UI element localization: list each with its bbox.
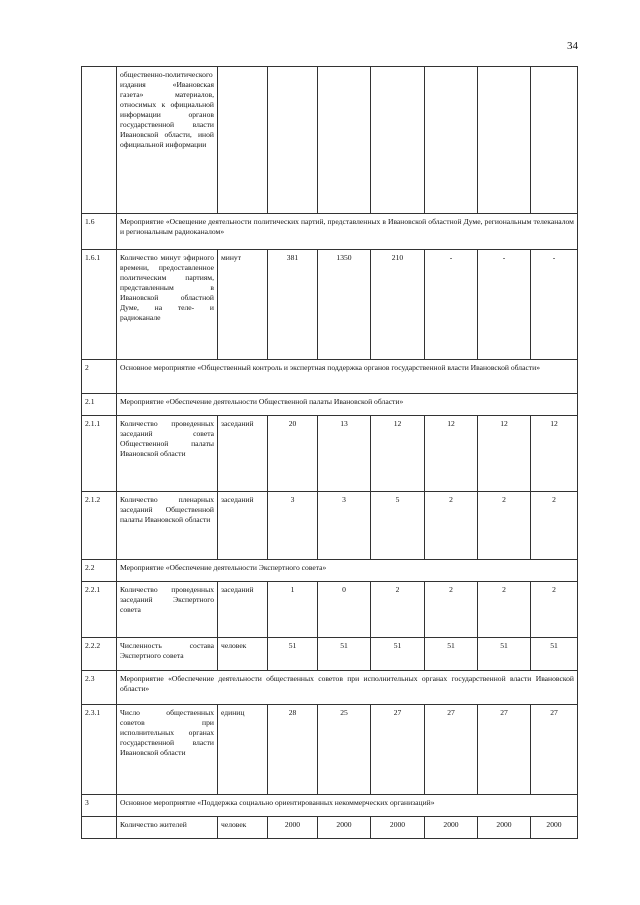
table-row: [82, 67, 578, 214]
value-cell: -: [425, 250, 478, 360]
indicator-name: общественно-политического издания «Ивановская газета» материалов, относимых к официальной информации органов государственной власти Ивановской области, иной официальной информации: [117, 67, 218, 214]
row-number: 2.1: [82, 394, 117, 416]
row-number: 2.2.1: [82, 582, 117, 638]
value-cell: 51: [318, 638, 371, 671]
value-cell: 2000: [425, 817, 478, 839]
value-cell: 2: [531, 492, 578, 560]
value-cell: 28: [268, 705, 318, 795]
value-cell: [318, 67, 371, 214]
value-cell: 2: [425, 582, 478, 638]
value-cell: [371, 67, 425, 214]
value-cell: 1350: [318, 250, 371, 360]
value-cell: 3: [318, 492, 371, 560]
unit-cell: заседаний: [218, 416, 268, 492]
indicator-name: Количество жителей: [117, 817, 218, 839]
indicator-name: Количество минут эфирного времени, предоставленное политическим партиям, представленным в Ивановской областной Думе, на теле- и радиоканале: [117, 250, 218, 360]
value-cell: [531, 67, 578, 214]
value-cell: 13: [318, 416, 371, 492]
unit-cell: единиц: [218, 705, 268, 795]
table-row: [82, 416, 578, 492]
value-cell: 12: [425, 416, 478, 492]
value-cell: 27: [531, 705, 578, 795]
indicator-name: Численность состава Экспертного совета: [117, 638, 218, 671]
table-row: [82, 705, 578, 795]
value-cell: -: [478, 250, 531, 360]
table-row: [82, 638, 578, 671]
event-text: Мероприятие «Обеспечение деятельности Общественной палаты Ивановской области»: [117, 394, 578, 416]
unit-cell: [218, 67, 268, 214]
table-row: [82, 671, 578, 705]
row-number: 1.6.1: [82, 250, 117, 360]
value-cell: 20: [268, 416, 318, 492]
event-text: Основное мероприятие «Общественный контроль и экспертная поддержка органов государственной власти Ивановской области»: [117, 360, 578, 394]
unit-cell: заседаний: [218, 582, 268, 638]
value-cell: [478, 67, 531, 214]
unit-cell: человек: [218, 638, 268, 671]
row-number: [82, 67, 117, 214]
event-text: Основное мероприятие «Поддержка социально ориентированных некоммерческих организаций»: [117, 795, 578, 817]
value-cell: 2: [531, 582, 578, 638]
value-cell: 27: [478, 705, 531, 795]
value-cell: 2: [478, 582, 531, 638]
row-number: 2.2.2: [82, 638, 117, 671]
event-text: Мероприятие «Обеспечение деятельности Экспертного совета»: [117, 560, 578, 582]
indicator-name: Количество пленарных заседаний Общественной палаты Ивановской области: [117, 492, 218, 560]
value-cell: 2000: [268, 817, 318, 839]
value-cell: 51: [478, 638, 531, 671]
value-cell: 27: [371, 705, 425, 795]
value-cell: 0: [318, 582, 371, 638]
row-number: 1.6: [82, 214, 117, 250]
row-number: [82, 817, 117, 839]
indicators-table: [81, 66, 578, 839]
value-cell: 381: [268, 250, 318, 360]
value-cell: 51: [425, 638, 478, 671]
page-number: 34: [567, 40, 578, 52]
event-text: Мероприятие «Освещение деятельности политических партий, представленных в Ивановской областной Думе, региональным телеканалом и региональным радиоканалом»: [117, 214, 578, 250]
value-cell: 51: [371, 638, 425, 671]
value-cell: -: [531, 250, 578, 360]
value-cell: 2: [478, 492, 531, 560]
unit-cell: человек: [218, 817, 268, 839]
value-cell: 2000: [371, 817, 425, 839]
table-row: [82, 795, 578, 817]
indicator-name: Количество проведенных заседаний Экспертного совета: [117, 582, 218, 638]
row-number: 3: [82, 795, 117, 817]
value-cell: 3: [268, 492, 318, 560]
value-cell: 51: [531, 638, 578, 671]
value-cell: 210: [371, 250, 425, 360]
unit-cell: заседаний: [218, 492, 268, 560]
value-cell: 2000: [531, 817, 578, 839]
row-number: 2.3.1: [82, 705, 117, 795]
table-row: [82, 492, 578, 560]
table-row: [82, 560, 578, 582]
table-row: [82, 582, 578, 638]
value-cell: 5: [371, 492, 425, 560]
value-cell: 27: [425, 705, 478, 795]
value-cell: 12: [371, 416, 425, 492]
value-cell: [268, 67, 318, 214]
row-number: 2: [82, 360, 117, 394]
indicator-name: Количество проведенных заседаний совета Общественной палаты Ивановской области: [117, 416, 218, 492]
table-row: [82, 360, 578, 394]
row-number: 2.1.2: [82, 492, 117, 560]
indicator-name: Число общественных советов при исполнительных органах государственной власти Ивановской области: [117, 705, 218, 795]
row-number: 2.3: [82, 671, 117, 705]
value-cell: [425, 67, 478, 214]
value-cell: 51: [268, 638, 318, 671]
table-row: [82, 394, 578, 416]
value-cell: 2: [371, 582, 425, 638]
value-cell: 12: [531, 416, 578, 492]
table-row: [82, 250, 578, 360]
value-cell: 2: [425, 492, 478, 560]
unit-cell: минут: [218, 250, 268, 360]
value-cell: 2000: [318, 817, 371, 839]
value-cell: 12: [478, 416, 531, 492]
row-number: 2.1.1: [82, 416, 117, 492]
row-number: 2.2: [82, 560, 117, 582]
value-cell: 25: [318, 705, 371, 795]
value-cell: 2000: [478, 817, 531, 839]
event-text: Мероприятие «Обеспечение деятельности общественных советов при исполнительных органах государственной власти Ивановской области»: [117, 671, 578, 705]
value-cell: 1: [268, 582, 318, 638]
table-row: [82, 817, 578, 839]
table-row: [82, 214, 578, 250]
